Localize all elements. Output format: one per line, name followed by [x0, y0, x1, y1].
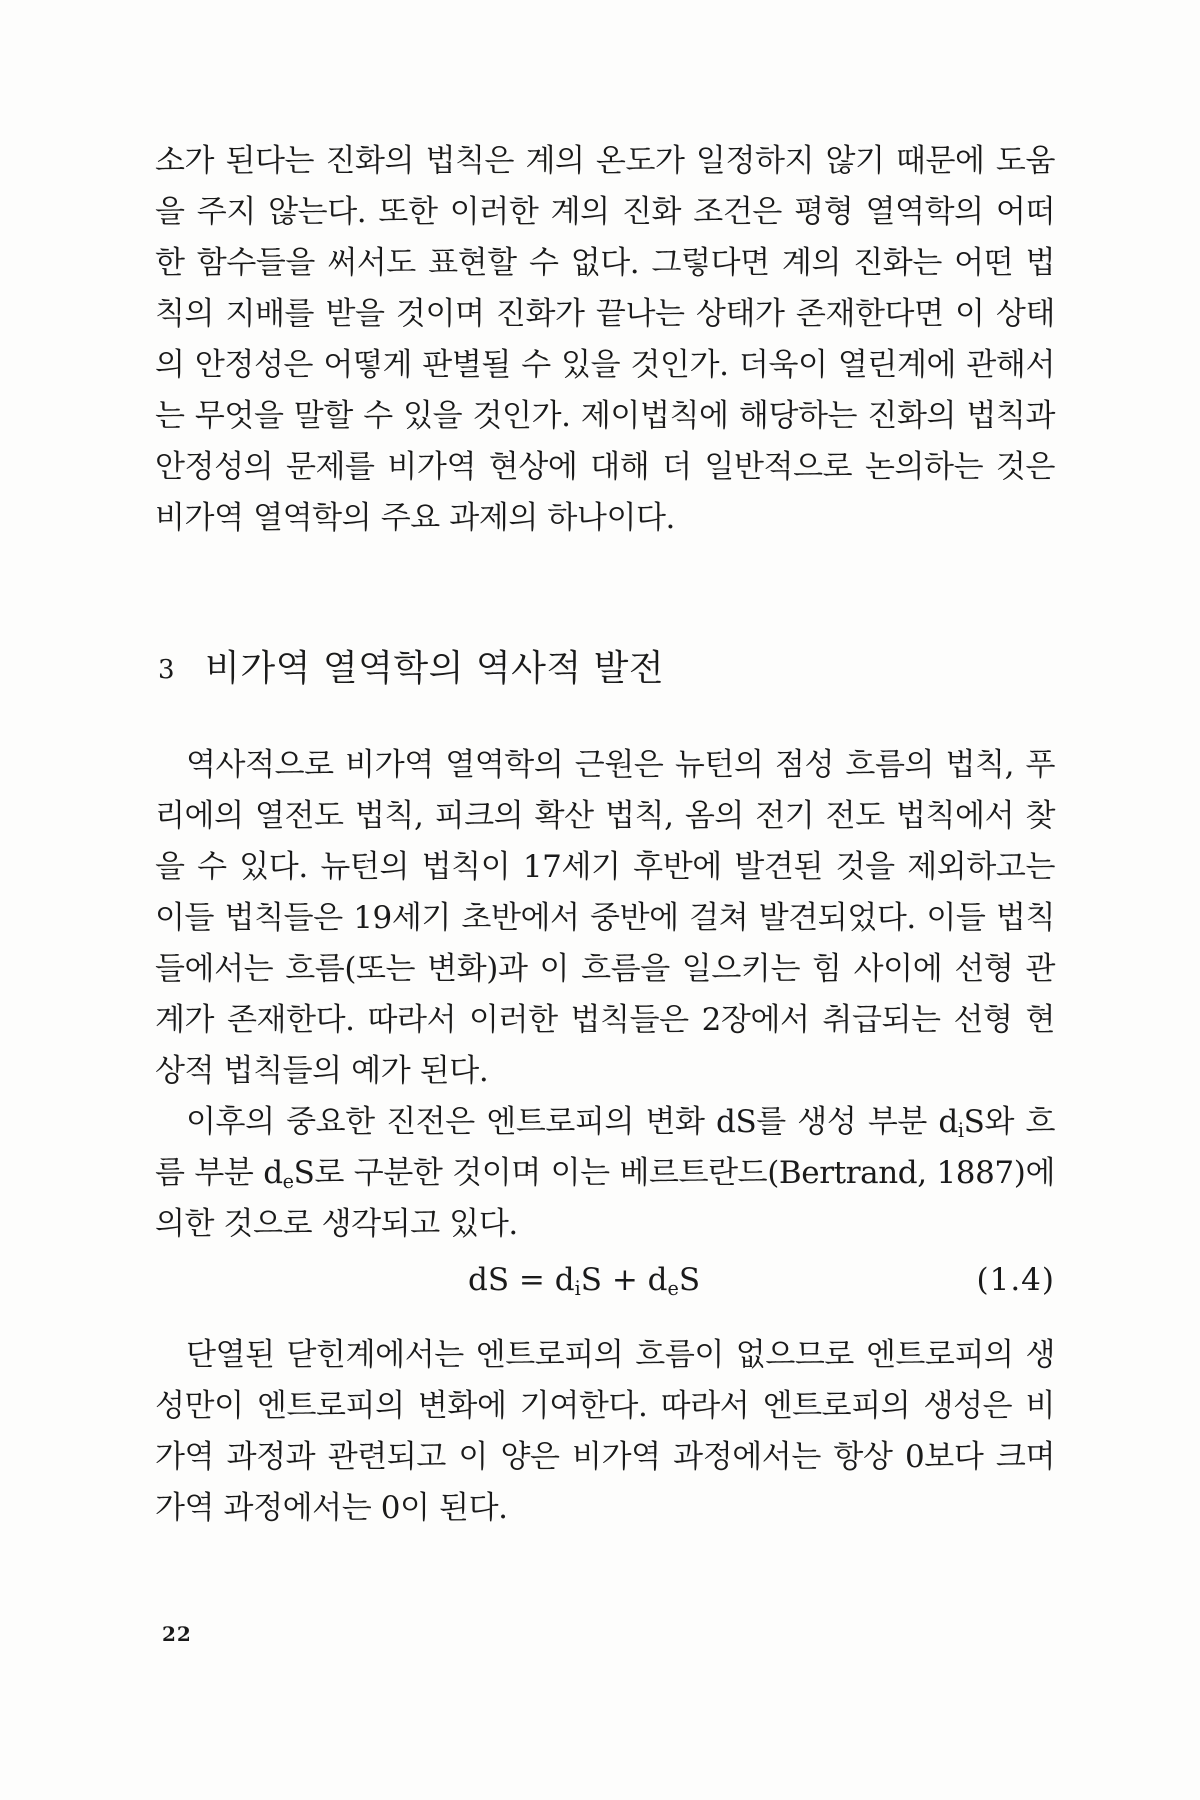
equation-number: (1.4) [976, 1262, 1055, 1298]
page-number: 22 [162, 1622, 192, 1646]
equation-mid: S + d [580, 1262, 668, 1298]
paragraph-2-text-c: S로 구분한 것이며 이는 베르트란드(Bertrand, 1887)에 의한 것으로 생각되고 있다. [155, 1155, 1055, 1242]
equation-lhs: dS = d [468, 1262, 575, 1298]
section-number: 3 [158, 655, 176, 685]
intro-text-block [155, 136, 1055, 544]
paragraph-2-text-b: S와 흐름 부분 d [155, 1104, 1055, 1191]
equation-subscript-e: e [667, 1276, 679, 1300]
paragraph-2-text-a: 이후의 중요한 진전은 엔트로피의 변화 dS를 생성 부분 d [186, 1104, 958, 1140]
section-title: 비가역 열역학의 역사적 발전 [205, 648, 665, 689]
section-heading [158, 640, 664, 691]
post-equation-paragraph: 단열된 닫힌계에서는 엔트로피의 흐름이 없으므로 엔트로피의 생성만이 엔트로피의 변화에 기여한다. 따라서 엔트로피의 생성은 비가역 과정과 관련되고 이 양은 비가역 과정에서는 항상 0보다 크며 가역 과정에서는 0이 된다. [155, 1337, 1055, 1526]
equation-rhs: S [678, 1262, 701, 1298]
section-body [155, 740, 1055, 1250]
equation-subscript-i: i [574, 1276, 581, 1300]
equation-body [468, 1262, 700, 1298]
intro-paragraph: 소가 된다는 진화의 법칙은 계의 온도가 일정하지 않기 때문에 도움을 주지 않는다. 또한 이러한 계의 진화 조건은 평형 열역학의 어떠한 함수들을 써서도 표현할 수 없다. 그렇다면 계의 진화는 어떤 법칙의 지배를 받을 것이며 진화가 끝나는 상태가 존재한다면 이 상태의 안정성은 어떻게 판별될 수 있을 것인가. 더욱이 열린계에 관해서는 무엇을 말할 수 있을 것인가. 제이법칙에 해당하는 진화의 법칙과 안정성의 문제를 비가역 현상에 대해 더 일반적으로 논의하는 것은 비가역 열역학의 주요 과제의 하나이다. [155, 143, 1055, 536]
equation-1-4 [155, 1262, 1055, 1310]
section-paragraph-2 [155, 1097, 1055, 1250]
post-equation-text-block [155, 1330, 1055, 1534]
section-paragraph-1: 역사적으로 비가역 열역학의 근원은 뉴턴의 점성 흐름의 법칙, 푸리에의 열전도 법칙, 피크의 확산 법칙, 옴의 전기 전도 법칙에서 찾을 수 있다. 뉴턴의 법칙이 17세기 후반에 발견된 것을 제외하고는 이들 법칙들은 19세기 초반에서 중반에 걸쳐 발견되었다. 이들 법칙들에서는 흐름(또는 변화)과 이 흐름을 일으키는 힘 사이에 선형 관계가 존재한다. 따라서 이러한 법칙들은 2장에서 취급되는 선형 현상적 법칙들의 예가 된다. [155, 747, 1055, 1089]
subscript-i: i [957, 1118, 964, 1142]
subscript-e: e [282, 1169, 294, 1193]
